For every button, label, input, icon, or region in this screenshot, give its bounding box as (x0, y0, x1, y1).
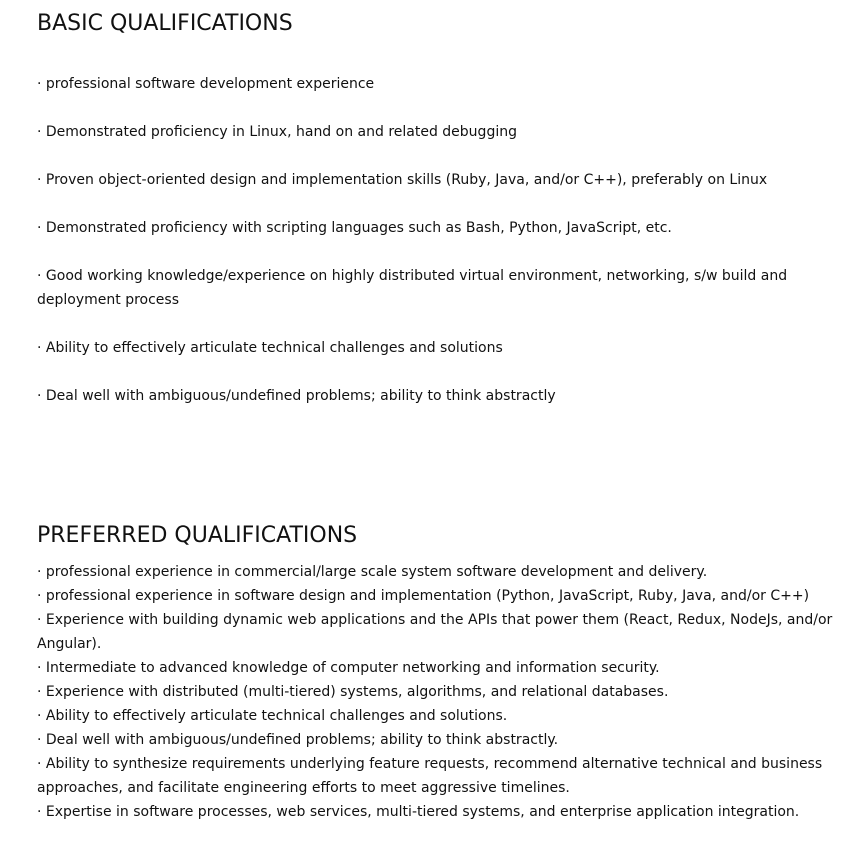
preferred-qualification-item: · Deal well with ambiguous/undefined problems; ability to think abstractly. (37, 732, 559, 748)
preferred-qualification-item: · Ability to synthesize requirements underlying feature requests, recommend alternative technical and business approaches, and facilitate engineering efforts to meet aggressive timelines. (37, 756, 823, 796)
basic-qualifications-heading: BASIC QUALIFICATIONS (37, 11, 293, 36)
basic-qualification-item: · Proven object-oriented design and implementation skills (Ruby, Java, and/or C++), preferably on Linux (37, 172, 768, 188)
preferred-qualification-item: · Ability to effectively articulate technical challenges and solutions. (37, 708, 508, 724)
preferred-qualification-item: · Experience with distributed (multi-tiered) systems, algorithms, and relational databases. (37, 684, 669, 700)
basic-qualification-item: · professional software development experience (37, 76, 375, 92)
preferred-qualification-item: · Expertise in software processes, web services, multi-tiered systems, and enterprise application integration. (37, 804, 800, 820)
preferred-qualification-item: · Intermediate to advanced knowledge of computer networking and information security. (37, 660, 660, 676)
preferred-qualification-item: · professional experience in commercial/large scale system software development and delivery. (37, 564, 708, 580)
basic-qualifications-list (37, 72, 863, 432)
preferred-qualification-item: · professional experience in software design and implementation (Python, JavaScript, Ruby, Java, and/or C++) (37, 588, 810, 604)
preferred-qualifications-list (37, 560, 863, 824)
basic-qualification-item: · Demonstrated proficiency in Linux, hand on and related debugging (37, 124, 517, 140)
preferred-qualification-item: · Experience with building dynamic web applications and the APIs that power them (React, Redux, NodeJs, and/or Angular). (37, 612, 833, 652)
basic-qualification-item: · Demonstrated proficiency with scripting languages such as Bash, Python, JavaScript, etc. (37, 220, 672, 236)
basic-qualification-item: · Ability to effectively articulate technical challenges and solutions (37, 340, 503, 356)
preferred-qualifications-heading: PREFERRED QUALIFICATIONS (37, 523, 358, 548)
basic-qualification-item: · Good working knowledge/experience on highly distributed virtual environment, networking, s/w build and deployment process (37, 268, 788, 308)
basic-qualification-item: · Deal well with ambiguous/undefined problems; ability to think abstractly (37, 388, 556, 404)
